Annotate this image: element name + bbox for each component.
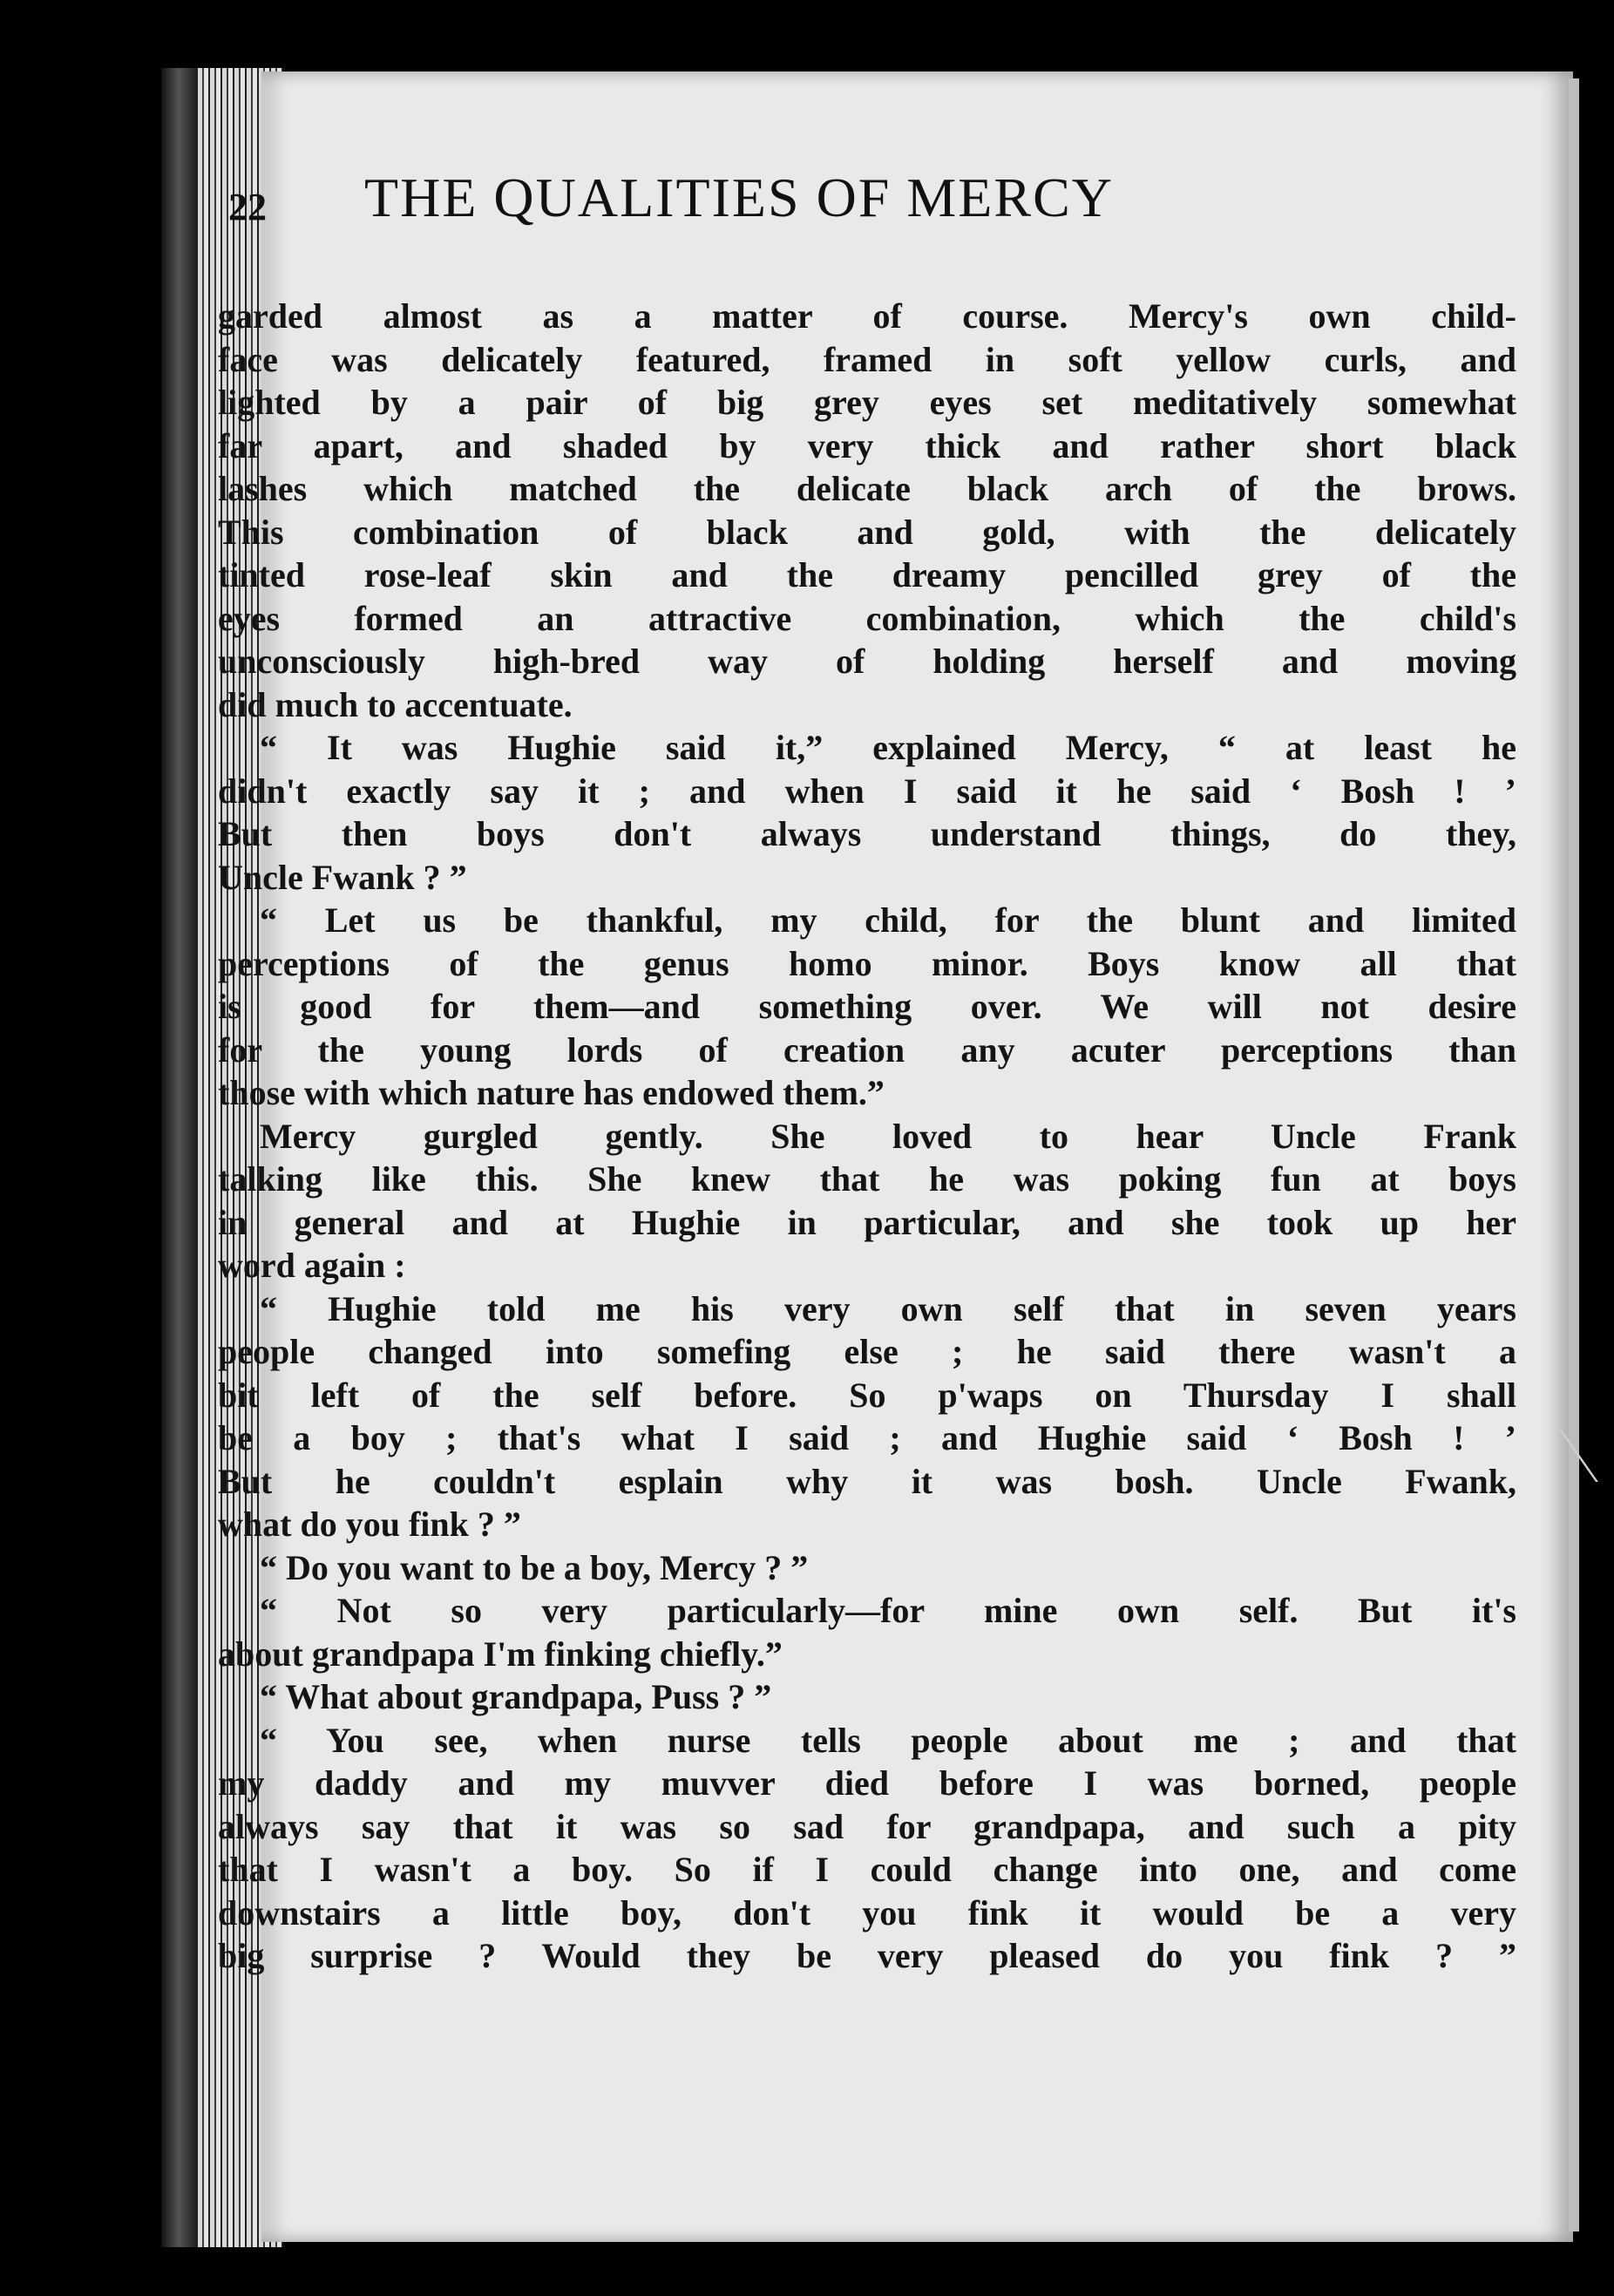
text-line: “ Hughie told me his very own self that in seven years xyxy=(260,1288,1516,1328)
text-line: But then boys don't always understand things, do they, xyxy=(218,814,1516,853)
binding-shadow xyxy=(161,68,196,2247)
text-line: far apart, and shaded by very thick and rather short black xyxy=(218,425,1516,465)
text-line: talking like this. She knew that he was poking fun at boys xyxy=(218,1159,1516,1199)
text-line: people changed into somefing else ; he said there wasn't a xyxy=(218,1332,1516,1371)
running-title: THE QUALITIES OF MERCY xyxy=(364,166,1114,228)
text-line: “ You see, when nurse tells people about me ; and that xyxy=(260,1720,1516,1760)
text-line: big surprise ? Would they be very pleased do you fink ? ” xyxy=(218,1936,1516,1975)
text-line: “ What about grandpapa, Puss ? ” xyxy=(260,1677,772,1716)
running-head xyxy=(228,157,1379,253)
text-line: my daddy and my muvver died before I was borned, people xyxy=(218,1763,1516,1803)
text-line: about grandpapa I'm finking chiefly.” xyxy=(218,1634,783,1674)
text-line: what do you fink ? ” xyxy=(218,1505,521,1544)
text-line: didn't exactly say it ; and when I said it he said ‘ Bosh ! ’ xyxy=(218,771,1516,811)
text-line: face was delicately featured, framed in soft yellow curls, and xyxy=(218,339,1516,379)
text-line: “ Not so very particularly—for mine own self. But it's xyxy=(260,1591,1516,1630)
text-line: “ It was Hughie said it,” explained Mercy, “ at least he xyxy=(260,728,1516,767)
text-line: lashes which matched the delicate black arch of the brows. xyxy=(218,469,1516,508)
text-line: did much to accentuate. xyxy=(218,684,573,724)
text-line: But he couldn't esplain why it was bosh. Uncle Fwank, xyxy=(218,1461,1516,1501)
text-line: “ Do you want to be a boy, Mercy ? ” xyxy=(260,1547,809,1587)
page-number: 22 xyxy=(228,186,267,228)
text-line: This combination of black and gold, with the delicately xyxy=(218,512,1516,552)
text-line: be a boy ; that's what I said ; and Hughie said ‘ Bosh ! ’ xyxy=(218,1418,1516,1457)
text-line: bit left of the self before. So p'waps on Thursday I shall xyxy=(218,1375,1516,1415)
text-line: word again : xyxy=(218,1246,406,1285)
text-line: perceptions of the genus homo minor. Boys know all that xyxy=(218,943,1516,983)
text-line: those with which nature has endowed them.” xyxy=(218,1073,885,1112)
text-line: always say that it was so sad for grandpapa, and such a pity xyxy=(218,1806,1516,1846)
text-line: eyes formed an attractive combination, which the child's xyxy=(218,598,1516,638)
text-line: Mercy gurgled gently. She loved to hear Uncle Frank xyxy=(260,1116,1516,1156)
text-line: lighted by a pair of big grey eyes set meditatively somewhat xyxy=(218,383,1516,422)
text-line: “ Let us be thankful, my child, for the blunt and limited xyxy=(260,900,1516,940)
text-line: that I wasn't a boy. So if I could change into one, and come xyxy=(218,1850,1516,1889)
body-text xyxy=(218,295,1516,1978)
text-line: garded almost as a matter of course. Mercy's own child- xyxy=(218,296,1516,336)
text-line: tinted rose-leaf skin and the dreamy pencilled grey of the xyxy=(218,555,1516,594)
page-right-edge xyxy=(1569,78,1579,2231)
text-line: downstairs a little boy, don't you fink it would be a very xyxy=(218,1892,1516,1933)
text-line: Uncle Fwank ? ” xyxy=(218,857,467,897)
text-line: is good for them—and something over. We will not desire xyxy=(218,987,1516,1026)
text-line: for the young lords of creation any acuter perceptions than xyxy=(218,1029,1516,1070)
text-line: unconsciously high-bred way of holding herself and moving xyxy=(218,642,1516,681)
text-line: in general and at Hughie in particular, and she took up her xyxy=(218,1202,1516,1242)
